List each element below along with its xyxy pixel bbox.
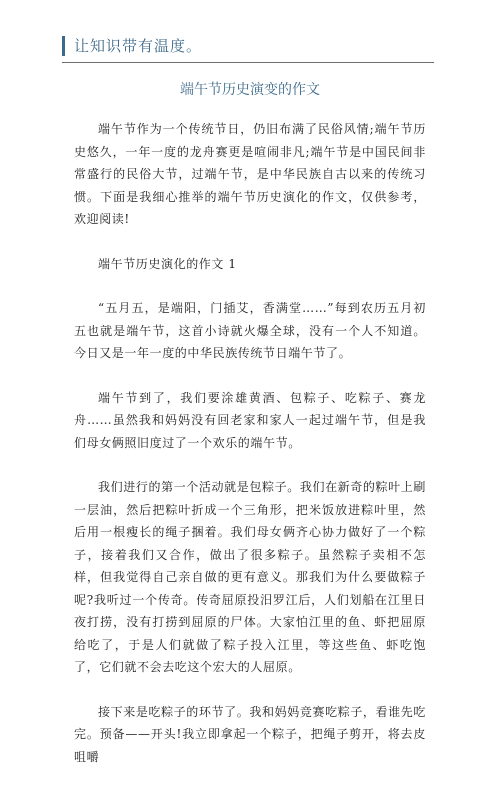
body-paragraph: 端午节到了，我们要涂雄黄酒、包粽子、吃粽子、赛龙舟……虽然我和妈妈没有回老家和家人一起过端午节，但是我们母女俩照旧度过了一个欢乐的端午节。: [74, 390, 426, 450]
body-paragraph: 我们进行的第一个活动就是包粽子。我们在新奇的粽叶上刷一层油，然后把粽叶折成一个三角形，把米饭放进粽叶里，然后用一根瘦长的绳子捆着。我们母女俩齐心协力做好了一个粽子，接着我们又合作，做出了很多粽子。虽然粽子卖相不怎样，但我觉得自己亲自做的更有意义。那我们为什么要做粽子呢?我听过一个传奇。传奇屈原投汨罗江后，人们划船在江里日夜打捞，没有打捞到屈原的尸体。大家怕江里的鱼、虾把屈原给吃了，于是人们就做了粽子投入江里，等这些鱼、虾吃饱了，它们就不会去吃这个宏大的人屈原。: [74, 480, 426, 674]
body-paragraph: 接下来是吃粽子的环节了。我和妈妈竞赛吃粽子，看谁先吃完。预备——开头!我立即拿起一个粽子，把绳子剪开，将去皮咀嚼: [74, 704, 426, 764]
intro-paragraph: 端午节作为一个传统节日，仍旧布满了民俗风情;端午节历史悠久，一年一度的龙舟赛更是喧闹非凡;端午节是中国民间非常盛行的民俗大节，过端午节，是中华民族自古以来的传统习惯。下面是我细心推举的端午节历史演化的作文，仅供参考，欢迎阅读!: [74, 122, 426, 226]
section-heading: 端午节历史演化的作文 1: [98, 256, 237, 271]
page-header: [62, 34, 434, 62]
header-accent-bar: [62, 36, 65, 56]
body-paragraph: “五月五，是端阳，门插艾，香满堂……”每到农历五月初五也就是端午节，这首小诗就火爆全球，没有一个人不知道。今日又是一年一度的中华民族传统节日端午节了。: [74, 301, 426, 360]
header-slogan: 让知识带有温度。: [74, 37, 203, 55]
header-divider: [62, 62, 434, 63]
article-body: [74, 118, 426, 790]
article-title: 端午节历史演变的作文: [180, 82, 320, 98]
